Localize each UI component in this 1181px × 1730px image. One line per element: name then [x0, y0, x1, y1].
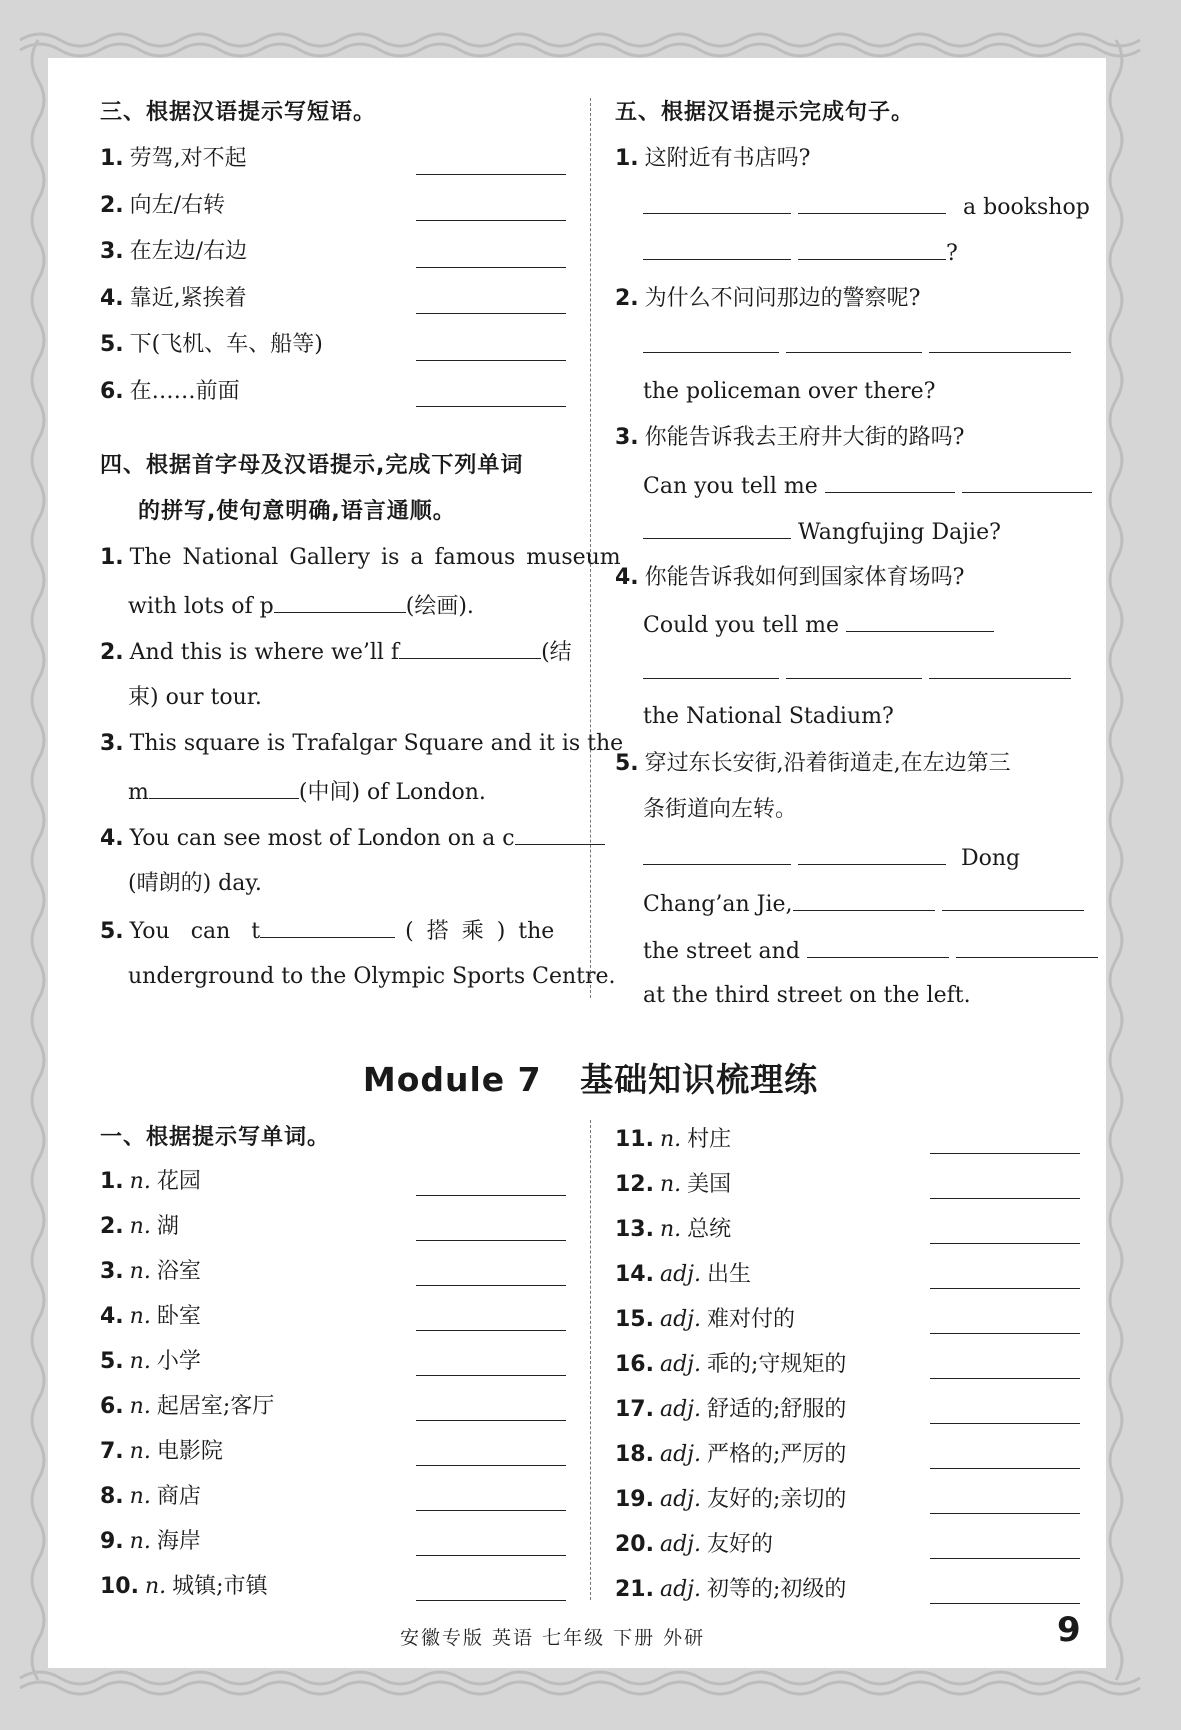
word-item: 16. adj. 乖的;守规矩的: [615, 1342, 1080, 1387]
word-item: 14. adj. 出生: [615, 1252, 1080, 1297]
sentence-1-line-b: ?: [615, 229, 1080, 276]
word-item: 10. n. 城镇;市镇: [100, 1564, 566, 1609]
module-number: Module 7: [362, 1060, 542, 1099]
word-item: 1. n. 花园: [100, 1159, 566, 1204]
answer-blank[interactable]: [149, 768, 299, 799]
sentence-4-line-b: [615, 648, 1080, 695]
answer-blank[interactable]: [643, 229, 791, 260]
answer-blank[interactable]: [416, 174, 566, 175]
question-5-line-a: 5. You can t ( 搭 乘 ) the: [100, 907, 566, 954]
word-list-right: [615, 1117, 1080, 1612]
sentence-5-prompt-a: 5. 穿过东长安街,沿着街道走,在左边第三: [615, 750, 1011, 776]
answer-blank[interactable]: [929, 648, 1071, 679]
answer-blank[interactable]: [416, 1555, 566, 1556]
answer-blank[interactable]: [416, 1510, 566, 1511]
section-five-title: 五、根据汉语提示完成句子。: [615, 100, 915, 125]
section-one-left: [100, 1117, 566, 1609]
sentence-2-line-b: the policeman over there?: [643, 378, 936, 404]
word-item: 3. n. 浴室: [100, 1249, 566, 1294]
footer-text: 安徽专版 英语 七年级 下册 外研: [400, 1627, 706, 1649]
word-item: 18. adj. 严格的;严厉的: [615, 1432, 1080, 1477]
answer-blank[interactable]: [416, 360, 566, 361]
answer-blank[interactable]: [930, 1558, 1080, 1559]
answer-blank[interactable]: [930, 1333, 1080, 1334]
word-item: 12. n. 美国: [615, 1162, 1080, 1207]
word-item: 13. n. 总统: [615, 1207, 1080, 1252]
answer-blank[interactable]: [929, 322, 1071, 353]
question-3-line-a: 3. This square is Trafalgar Square and it is the: [100, 731, 624, 756]
answer-blank[interactable]: [956, 927, 1098, 958]
answer-blank[interactable]: [930, 1288, 1080, 1289]
sentence-5-prompt-b: 条街道向左转。: [643, 797, 798, 822]
sentence-5-line-d: at the third street on the left.: [643, 983, 971, 1008]
answer-blank[interactable]: [399, 628, 541, 659]
answer-blank[interactable]: [416, 1375, 566, 1376]
sentence-4-prompt: 4. 你能告诉我如何到国家体育场吗?: [615, 564, 965, 590]
answer-blank[interactable]: [416, 1195, 566, 1196]
answer-blank[interactable]: [930, 1513, 1080, 1514]
answer-blank[interactable]: [515, 814, 605, 845]
word-item: 19. adj. 友好的;亲切的: [615, 1477, 1080, 1522]
answer-blank[interactable]: [416, 220, 566, 221]
word-item: 4. n. 卧室: [100, 1294, 566, 1339]
sentence-2-prompt: 2. 为什么不问问那边的警察呢?: [615, 285, 921, 311]
answer-blank[interactable]: [416, 1465, 566, 1466]
question-1-line-b: with lots of p (绘画).: [100, 582, 566, 629]
answer-blank[interactable]: [798, 229, 946, 260]
sentence-3-prompt: 3. 你能告诉我去王府井大街的路吗?: [615, 425, 965, 450]
section-four: [100, 443, 624, 1000]
answer-blank[interactable]: [643, 508, 791, 539]
page-number: 9: [1057, 1610, 1081, 1650]
sentence-1-prompt: 1. 这附近有书店吗?: [615, 146, 811, 171]
answer-blank[interactable]: [416, 406, 566, 407]
answer-blank[interactable]: [793, 880, 935, 911]
section-five: [615, 90, 1090, 1020]
answer-blank[interactable]: [416, 1285, 566, 1286]
answer-blank[interactable]: [930, 1198, 1080, 1199]
section-one-right: [615, 1117, 1080, 1612]
module-subtitle: 基础知识梳理练: [580, 1060, 819, 1099]
sentence-5-line-a: Dong: [615, 834, 1080, 881]
word-item: 2. n. 湖: [100, 1204, 566, 1249]
answer-blank[interactable]: [260, 907, 395, 938]
answer-blank[interactable]: [962, 462, 1092, 493]
section-four-title-line1: 四、根据首字母及汉语提示,完成下列单词: [100, 453, 524, 478]
question-2-line-b: 束) our tour.: [128, 684, 262, 710]
sentence-4-line-c: the National Stadium?: [643, 704, 894, 729]
question-1-line-a: 1. The National Gallery is a famous museum: [100, 545, 621, 570]
answer-blank[interactable]: [786, 648, 922, 679]
answer-blank[interactable]: [416, 313, 566, 314]
answer-blank[interactable]: [643, 834, 791, 865]
answer-blank[interactable]: [942, 880, 1084, 911]
answer-blank[interactable]: [416, 267, 566, 268]
word-item: 11. n. 村庄: [615, 1117, 1080, 1162]
sentence-4-line-a: Could you tell me: [615, 601, 1080, 648]
word-item: 5. n. 小学: [100, 1339, 566, 1384]
section-three: [100, 90, 566, 415]
answer-blank[interactable]: [930, 1423, 1080, 1424]
answer-blank[interactable]: [416, 1240, 566, 1241]
question-4-line-a: 4. You can see most of London on a c: [100, 814, 566, 861]
sentence-2-line-a: [615, 322, 1080, 369]
phrase-item: 6. 在……前面: [100, 369, 566, 416]
answer-blank[interactable]: [416, 1600, 566, 1601]
phrase-item: 1. 劳驾,对不起: [100, 136, 566, 183]
answer-blank[interactable]: [825, 462, 955, 493]
column-divider-bottom: [590, 1120, 591, 1600]
question-2-line-a: 2. And this is where we’ll f (结: [100, 628, 566, 675]
answer-blank[interactable]: [274, 582, 406, 613]
answer-blank[interactable]: [643, 183, 791, 214]
section-one-title: 一、根据提示写单词。: [100, 1125, 331, 1150]
sentence-5-line-c: the street and: [615, 927, 1080, 974]
sentence-1-line-a: a bookshop: [615, 183, 1080, 230]
phrase-item: 2. 向左/右转: [100, 183, 566, 230]
answer-blank[interactable]: [930, 1378, 1080, 1379]
word-item: 7. n. 电影院: [100, 1429, 566, 1474]
section-three-title: 三、根据汉语提示写短语。: [100, 100, 377, 125]
section-four-title-line2: 的拼写,使句意明确,语言通顺。: [138, 499, 456, 524]
answer-blank[interactable]: [798, 834, 946, 865]
answer-blank[interactable]: [643, 648, 779, 679]
word-item: 20. adj. 友好的: [615, 1522, 1080, 1567]
answer-blank[interactable]: [930, 1468, 1080, 1469]
word-item: 17. adj. 舒适的;舒服的: [615, 1387, 1080, 1432]
answer-blank[interactable]: [930, 1603, 1080, 1604]
module-heading: [0, 1054, 1181, 1101]
phrase-item: 3. 在左边/右边: [100, 229, 566, 276]
answer-blank[interactable]: [930, 1153, 1080, 1154]
sentence-3-line-a: Can you tell me: [615, 462, 1080, 509]
word-item: 21. adj. 初等的;初级的: [615, 1567, 1080, 1612]
word-item: 8. n. 商店: [100, 1474, 566, 1519]
phrase-item: 5. 下(飞机、车、船等): [100, 322, 566, 369]
answer-blank[interactable]: [798, 183, 946, 214]
answer-blank[interactable]: [846, 601, 994, 632]
question-5-line-b: underground to the Olympic Sports Centre.: [128, 963, 616, 989]
question-4-line-b: (晴朗的) day.: [128, 870, 262, 896]
answer-blank[interactable]: [643, 322, 779, 353]
answer-blank[interactable]: [807, 927, 949, 958]
question-3-line-b: m (中间) of London.: [100, 768, 566, 815]
word-item: 9. n. 海岸: [100, 1519, 566, 1564]
answer-blank[interactable]: [416, 1330, 566, 1331]
answer-blank[interactable]: [416, 1420, 566, 1421]
word-item: 6. n. 起居室;客厅: [100, 1384, 566, 1429]
phrase-item: 4. 靠近,紧挨着: [100, 276, 566, 323]
sentence-5-line-b: Chang’an Jie,: [615, 880, 1080, 927]
answer-blank[interactable]: [930, 1243, 1080, 1244]
sentence-3-line-b: Wangfujing Dajie?: [615, 508, 1080, 555]
word-list-left: [100, 1159, 566, 1609]
answer-blank[interactable]: [786, 322, 922, 353]
word-item: 15. adj. 难对付的: [615, 1297, 1080, 1342]
